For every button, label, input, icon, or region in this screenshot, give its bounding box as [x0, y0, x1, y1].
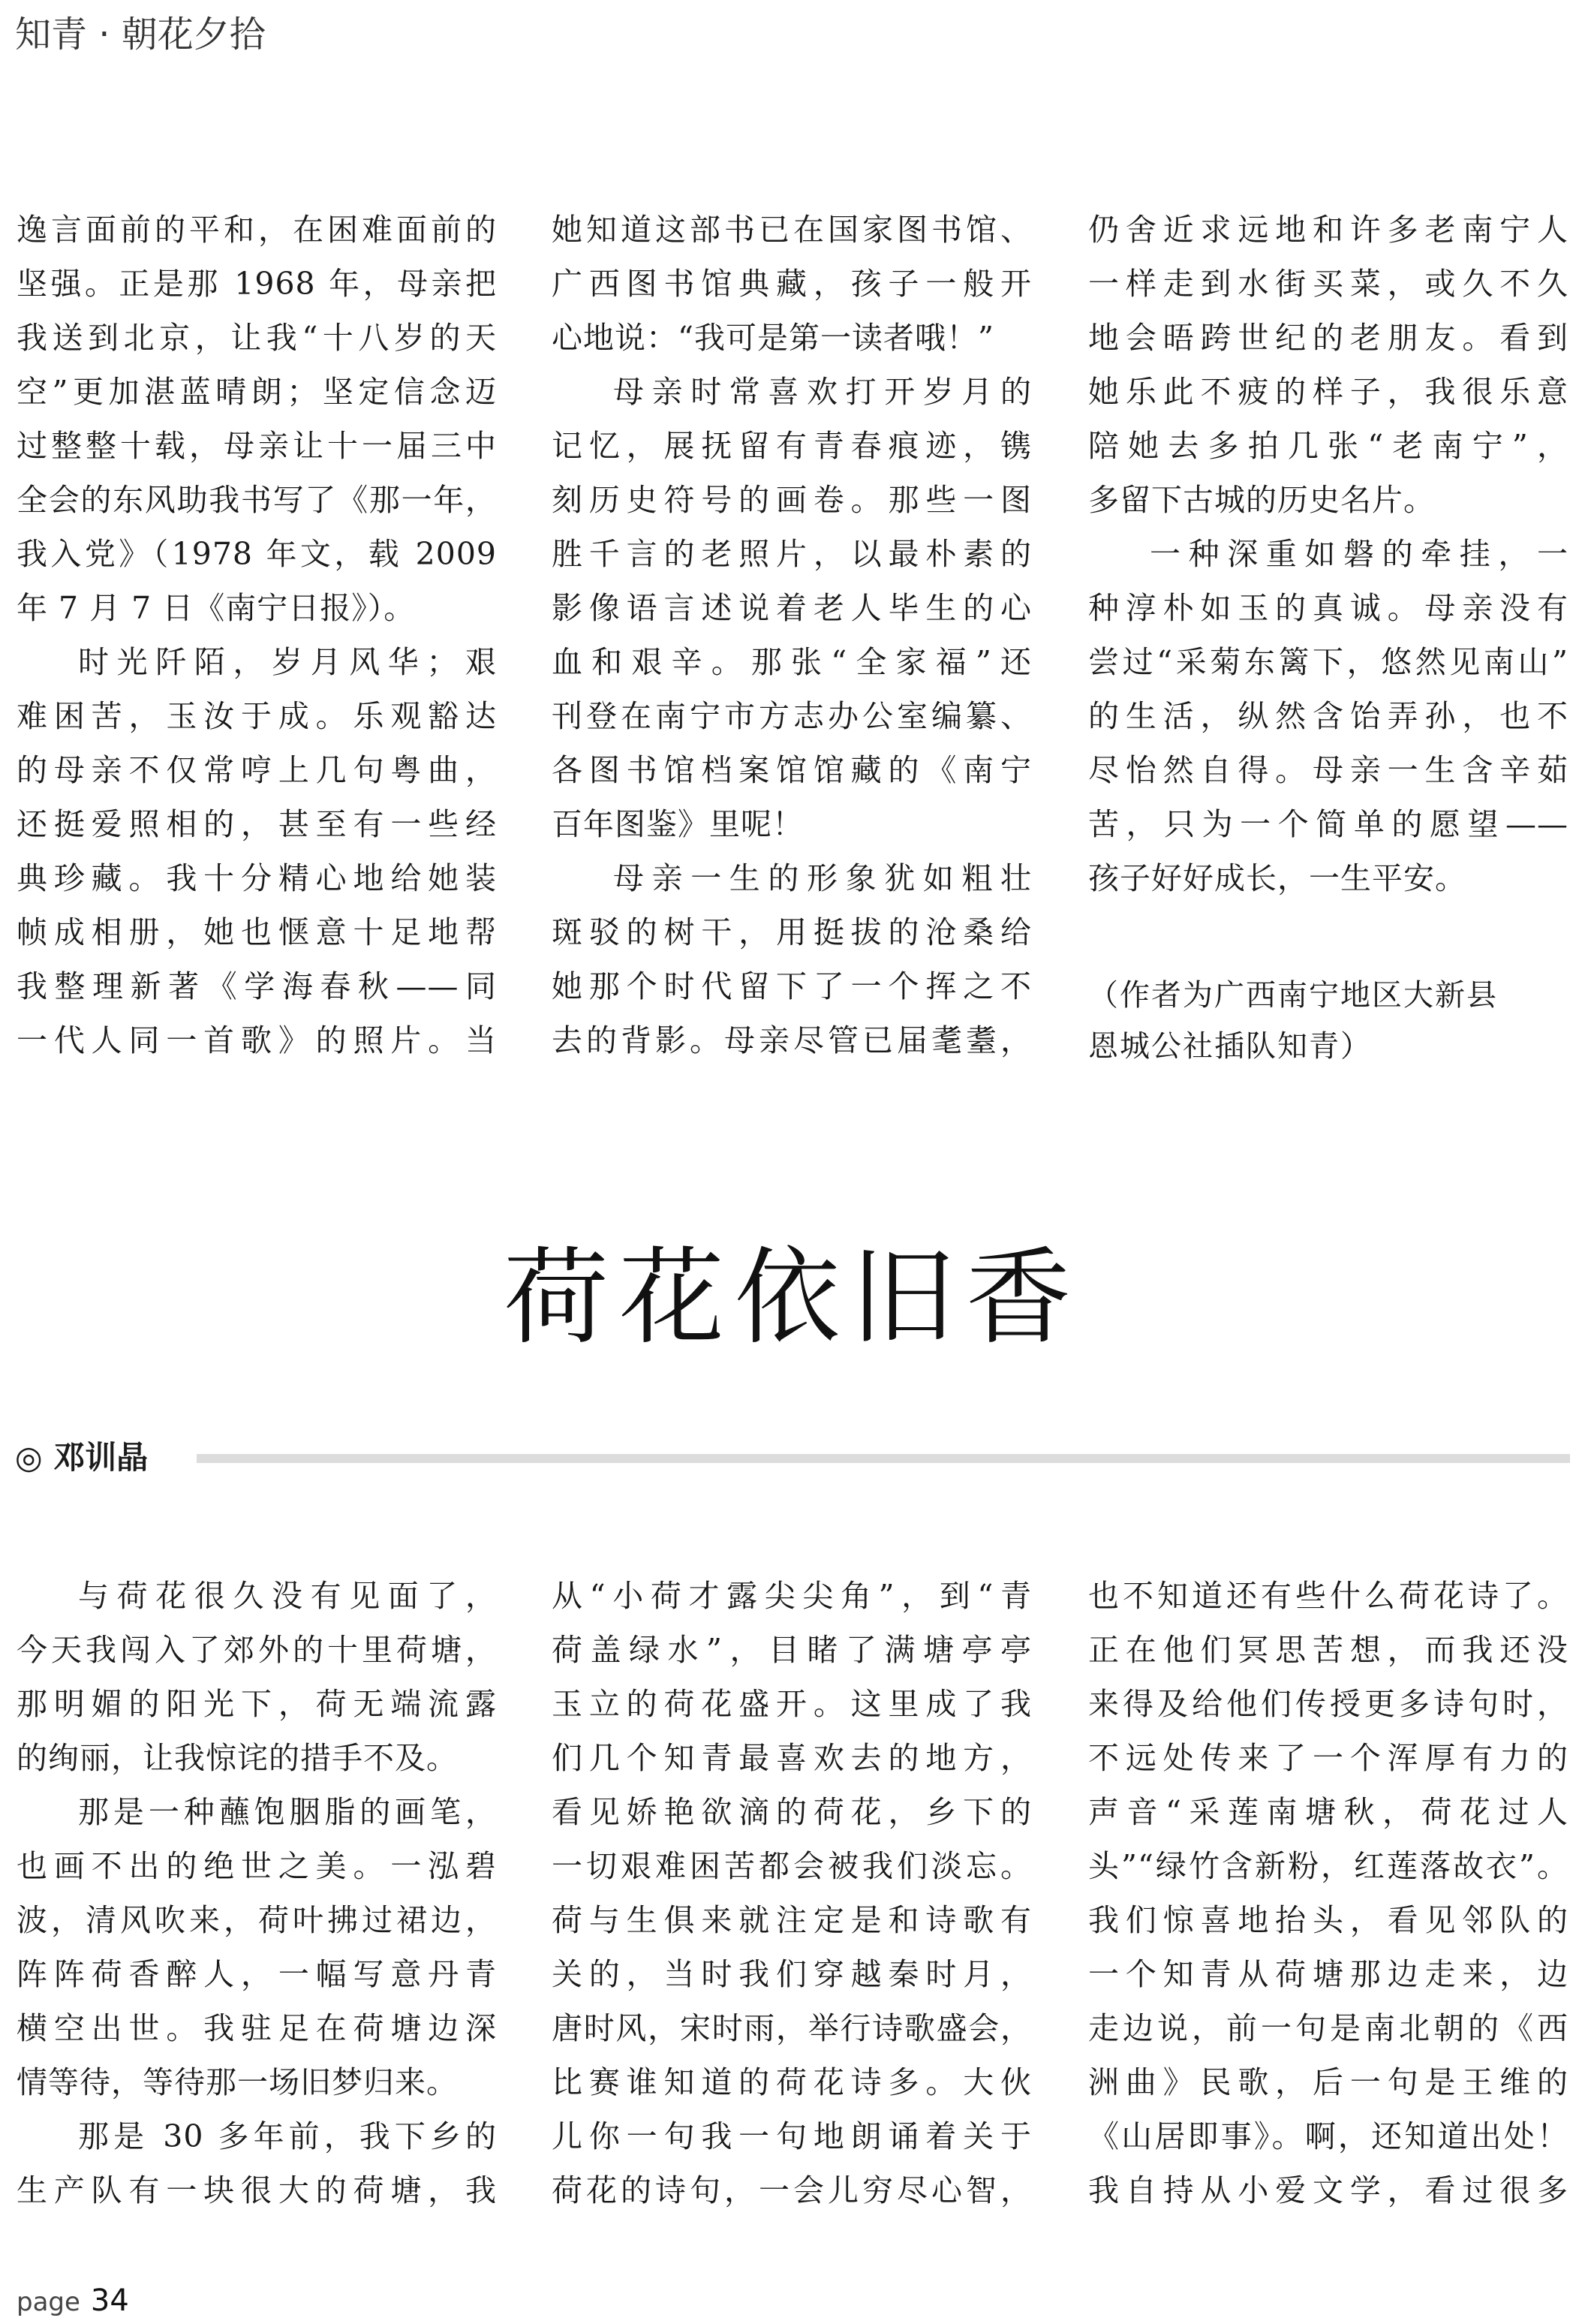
text-line: 各图书馆档案馆馆藏的《南宁 — [552, 752, 1032, 788]
text-line: 母亲一生的形象犹如粗壮 — [613, 860, 1032, 896]
article-column-3 — [1088, 1569, 1568, 2217]
text-line: 一样走到水街买菜，或久不久 — [1088, 266, 1568, 302]
text-line: 典珍藏。我十分精心地给她装 — [17, 860, 497, 896]
text-line: 我送到北京，让我“十八岁的天 — [17, 320, 497, 356]
text-line: 年 7 月 7 日《南宁日报》）。 — [17, 590, 416, 626]
article-column-2 — [552, 1569, 1032, 2217]
text-line: 生产队有一块很大的荷塘，我 — [17, 2172, 497, 2208]
page-label: page — [17, 2287, 80, 2317]
text-line: 们几个知青最喜欢去的地方， — [552, 1740, 1032, 1776]
text-line: 的绚丽，让我惊诧的措手不及。 — [17, 1740, 458, 1776]
text-line: 玉立的荷花盛开。这里成了我 — [552, 1686, 1032, 1722]
author-note-line: （作者为广西南宁地区大新县 — [1088, 978, 1498, 1013]
text-line: 那是 30 多年前，我下乡的 — [78, 2118, 497, 2154]
text-line: 种淳朴如玉的真诚。母亲没有 — [1088, 590, 1568, 626]
author-note — [1088, 970, 1568, 1072]
text-line: 逸言面前的平和，在困难面前的 — [17, 212, 497, 248]
text-line: 尝过“采菊东篱下，悠然见南山” — [1088, 644, 1568, 680]
text-line: 帧成相册，她也惬意十足地帮 — [17, 914, 497, 950]
text-line: 陪她去多拍几张“老南宁”， — [1088, 428, 1568, 464]
article-author: ◎ 邓训晶 — [15, 1439, 149, 1476]
text-line: 那明媚的阳光下，荷无端流露 — [17, 1686, 497, 1722]
text-line: 也画不出的绝世之美。一泓碧 — [17, 1848, 497, 1884]
text-line: 仍舍近求远地和许多老南宁人 — [1088, 212, 1568, 248]
text-line: 我们惊喜地抬头，看见邻队的 — [1088, 1902, 1568, 1938]
text-line: 情等待，等待那一场旧梦归来。 — [17, 2064, 458, 2100]
text-line: 那是一种蘸饱胭脂的画笔， — [78, 1794, 497, 1830]
text-line: 从“小荷才露尖尖角”，到“青 — [552, 1578, 1032, 1614]
text-line: 母亲时常喜欢打开岁月的 — [613, 374, 1032, 410]
text-line: 她乐此不疲的样子，我很乐意 — [1088, 374, 1568, 410]
text-line: 荷与生俱来就注定是和诗歌有 — [552, 1902, 1032, 1938]
text-line: 百年图鉴》里呢！ — [552, 806, 804, 842]
text-line: 苦，只为一个简单的愿望—— — [1088, 806, 1568, 842]
text-line: 我整理新著《学海春秋——同 — [17, 968, 497, 1004]
text-line: 走边说，前一句是南北朝的《西 — [1088, 2010, 1568, 2046]
text-line: 一种深重如磐的牵挂，一 — [1150, 536, 1568, 572]
text-line: 的母亲不仅常哼上几句粤曲， — [17, 752, 497, 788]
prev-article-column-2 — [552, 203, 1032, 1067]
prev-article-column-3 — [1088, 203, 1568, 905]
text-line: 去的背影。母亲尽管已届耄耋， — [552, 1022, 1032, 1058]
text-line: 还挺爱照相的，甚至有一些经 — [17, 806, 497, 842]
text-line: 坚强。正是那 1968 年，母亲把 — [17, 266, 497, 302]
text-line: 荷花的诗句，一会儿穷尽心智， — [552, 2172, 1032, 2208]
text-line: 胜千言的老照片，以最朴素的 — [552, 536, 1032, 572]
text-line: 声音“采莲南塘秋，荷花过人 — [1088, 1794, 1568, 1830]
article-title: 荷花依旧香 — [503, 1237, 1081, 1359]
text-line: 过整整十载，母亲让十一届三中 — [17, 428, 497, 464]
text-line: 我自持从小爱文学，看过很多 — [1088, 2172, 1568, 2208]
text-line: 全会的东风助我书写了《那一年， — [17, 482, 497, 518]
text-line: 阵阵荷香醉人，一幅写意丹青 — [17, 1956, 497, 1992]
text-line: 时光阡陌，岁月风华；艰 — [78, 644, 497, 680]
text-line: 儿你一句我一句地朗诵着关于 — [552, 2118, 1032, 2154]
section-header: 知青 · 朝花夕拾 — [15, 14, 266, 56]
text-line: 刻历史符号的画卷。那些一图 — [552, 482, 1032, 518]
page-footer — [17, 2282, 129, 2321]
page-number: 34 — [90, 2283, 129, 2318]
text-line: 的生活，纵然含饴弄孙，也不 — [1088, 698, 1568, 734]
text-line: 波，清风吹来，荷叶拂过裙边， — [17, 1902, 497, 1938]
text-line: 今天我闯入了郊外的十里荷塘， — [17, 1632, 497, 1668]
text-line: 一代人同一首歌》的照片。当 — [17, 1022, 497, 1058]
text-line: 广西图书馆典藏，孩子一般开 — [552, 266, 1032, 302]
text-line: 尽怡然自得。母亲一生含辛茹 — [1088, 752, 1568, 788]
text-line: 心地说：“我可是第一读者哦！” — [552, 320, 994, 356]
text-line: 唐时风，宋时雨，举行诗歌盛会， — [552, 2010, 1032, 2046]
prev-article-column-1 — [17, 203, 497, 1067]
text-line: 洲曲》民歌，后一句是王维的 — [1088, 2064, 1568, 2100]
text-line: 影像语言述说着老人毕生的心 — [552, 590, 1032, 626]
text-line: 斑驳的树干，用挺拔的沧桑给 — [552, 914, 1032, 950]
text-line: 横空出世。我驻足在荷塘边深 — [17, 2010, 497, 2046]
text-line: 比赛谁知道的荷花诗多。大伙 — [552, 2064, 1032, 2100]
text-line: 看见娇艳欲滴的荷花，乡下的 — [552, 1794, 1032, 1830]
text-line: 我入党》（1978 年文，载 2009 — [17, 536, 497, 572]
text-line: 荷盖绿水”，目睹了满塘亭亭 — [552, 1632, 1032, 1668]
text-line: 与荷花很久没有见面了， — [78, 1578, 497, 1614]
text-line: 她知道这部书已在国家图书馆、 — [552, 212, 1032, 248]
text-line: 空”更加湛蓝晴朗；坚定信念迈 — [17, 374, 497, 410]
text-line: 记忆，展抚留有青春痕迹，镌 — [552, 428, 1032, 464]
text-line: 多留下古城的历史名片。 — [1088, 482, 1435, 518]
article-column-1 — [17, 1569, 497, 2217]
text-line: 头”“绿竹含新粉，红莲落故衣”。 — [1088, 1848, 1568, 1884]
text-line: 《山居即事》。啊，还知道出处！ — [1088, 2118, 1568, 2154]
text-line: 她那个时代留下了一个挥之不 — [552, 968, 1032, 1004]
text-line: 也不知道还有些什么荷花诗了。 — [1088, 1578, 1568, 1614]
text-line: 难困苦，玉汝于成。乐观豁达 — [17, 698, 497, 734]
author-divider — [197, 1454, 1570, 1463]
author-note-line: 恩城公社插队知青） — [1088, 1029, 1372, 1064]
text-line: 不远处传来了一个浑厚有力的 — [1088, 1740, 1568, 1776]
text-line: 刊登在南宁市方志办公室编纂、 — [552, 698, 1032, 734]
text-line: 血和艰辛。那张“全家福”还 — [552, 644, 1032, 680]
text-line: 关的，当时我们穿越秦时月， — [552, 1956, 1032, 1992]
text-line: 一切艰难困苦都会被我们淡忘。 — [552, 1848, 1032, 1884]
text-line: 地会晤跨世纪的老朋友。看到 — [1088, 320, 1568, 356]
text-line: 正在他们冥思苦想，而我还没 — [1088, 1632, 1568, 1668]
text-line: 来得及给他们传授更多诗句时， — [1088, 1686, 1568, 1722]
text-line: 孩子好好成长，一生平安。 — [1088, 860, 1466, 896]
text-line: 一个知青从荷塘那边走来，边 — [1088, 1956, 1568, 1992]
